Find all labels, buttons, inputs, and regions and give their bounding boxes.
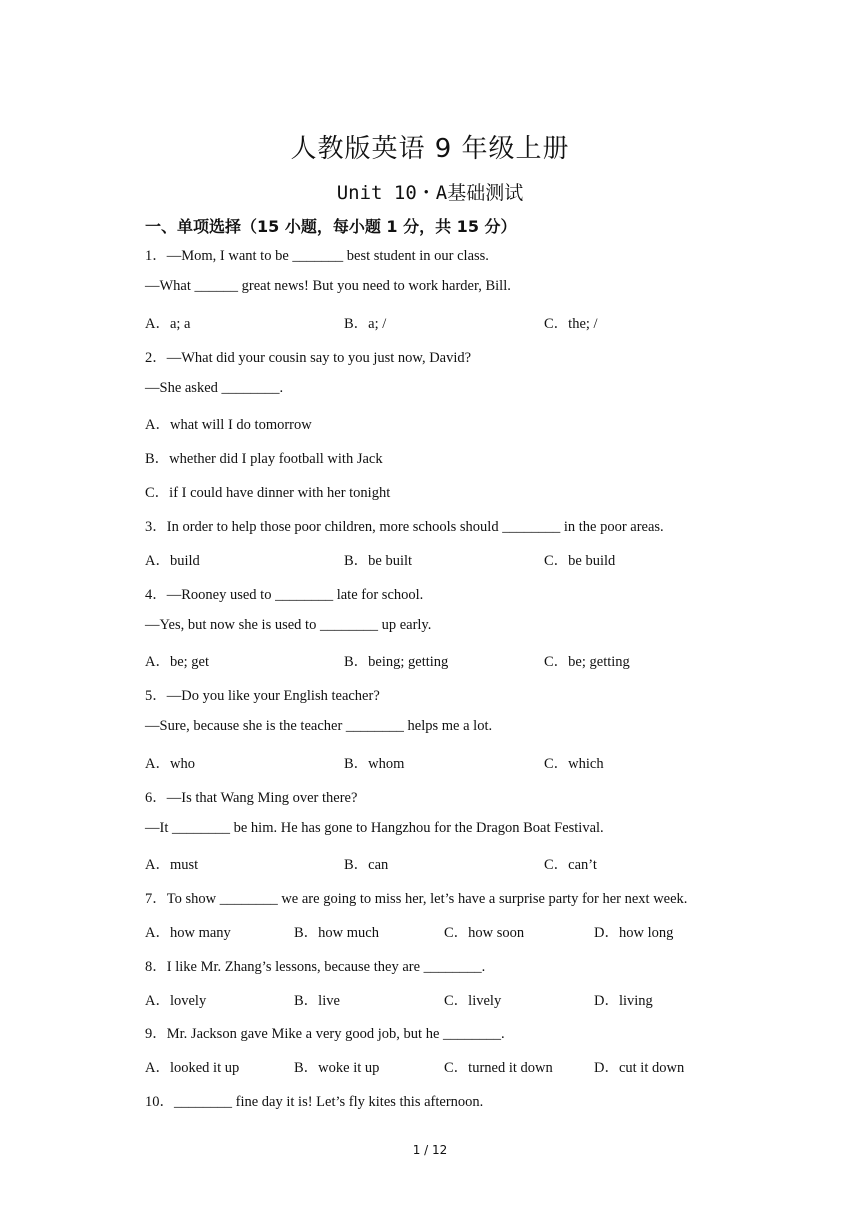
question-5-option-a: A．who [145, 756, 195, 772]
document-subtitle: Unit 10・A基础测试 [336, 182, 524, 204]
question-3-option-c: C．be build [544, 553, 616, 569]
question-2-option-a: A．what will I do tomorrow [145, 417, 312, 433]
question-6-option-a: A．must [145, 857, 199, 873]
question-8-option-b: B．live [294, 993, 340, 1009]
question-5-reply: —Sure, because she is the teacher ________ helps me a lot. [145, 718, 493, 734]
question-1-option-c: C．the; / [544, 316, 598, 332]
question-8-stem: 8．I like Mr. Zhang’s lessons, because they are ________. [145, 959, 486, 975]
question-6-option-c: C．can’t [544, 857, 597, 873]
question-1-option-b: B．a; / [344, 316, 387, 332]
question-5-option-c: C．which [544, 756, 604, 772]
question-7-stem: 7．To show ________ we are going to miss her, let’s have a surprise party for her next week. [145, 891, 688, 907]
question-6-option-b: B．can [344, 857, 389, 873]
section-heading: 一、单项选择（15 小题，每小题 1 分，共 15 分） [145, 217, 517, 236]
question-8-option-a: A．lovely [145, 993, 207, 1009]
question-5-option-b: B．whom [344, 756, 405, 772]
question-7-option-c: C．how soon [444, 925, 525, 941]
question-4-stem: 4．—Rooney used to ________ late for school. [145, 587, 424, 603]
question-2-reply: —She asked ________. [145, 380, 284, 396]
question-3-option-a: A．build [145, 553, 200, 569]
question-6-stem: 6．—Is that Wang Ming over there? [145, 790, 358, 806]
question-7-option-b: B．how much [294, 925, 379, 941]
question-9-option-a: A．looked it up [145, 1060, 240, 1076]
page-number: 1 / 12 [412, 1143, 448, 1157]
question-4-option-c: C．be; getting [544, 654, 630, 670]
question-1-stem: 1．—Mom, I want to be _______ best student in our class. [145, 248, 489, 264]
question-9-option-c: C．turned it down [444, 1060, 553, 1076]
question-3-stem: 3．In order to help those poor children, more schools should ________ in the poor areas. [145, 519, 664, 535]
question-1-option-a: A．a; a [145, 316, 191, 332]
question-2-option-b: B．whether did I play football with Jack [145, 451, 383, 467]
question-9-option-b: B．woke it up [294, 1060, 380, 1076]
question-9-stem: 9．Mr. Jackson gave Mike a very good job, but he ________. [145, 1026, 505, 1042]
question-1-reply: —What ______ great news! But you need to work harder, Bill. [145, 278, 511, 294]
question-4-option-b: B．being; getting [344, 654, 449, 670]
question-2-stem: 2．—What did your cousin say to you just now, David? [145, 350, 472, 366]
question-9-option-d: D．cut it down [594, 1060, 685, 1076]
question-5-stem: 5．—Do you like your English teacher? [145, 688, 380, 704]
question-6-reply: —It ________ be him. He has gone to Hangzhou for the Dragon Boat Festival. [145, 820, 604, 836]
document-title: 人教版英语 9 年级上册 [290, 134, 570, 164]
question-7-option-d: D．how long [594, 925, 674, 941]
question-10-stem: 10．________ fine day it is! Let’s fly kites this afternoon. [145, 1094, 484, 1110]
question-4-reply: —Yes, but now she is used to ________ up early. [145, 617, 432, 633]
question-4-option-a: A．be; get [145, 654, 210, 670]
question-3-option-b: B．be built [344, 553, 413, 569]
question-8-option-d: D．living [594, 993, 653, 1009]
question-8-option-c: C．lively [444, 993, 502, 1009]
question-2-option-c: C．if I could have dinner with her tonight [145, 485, 391, 501]
question-7-option-a: A．how many [145, 925, 231, 941]
